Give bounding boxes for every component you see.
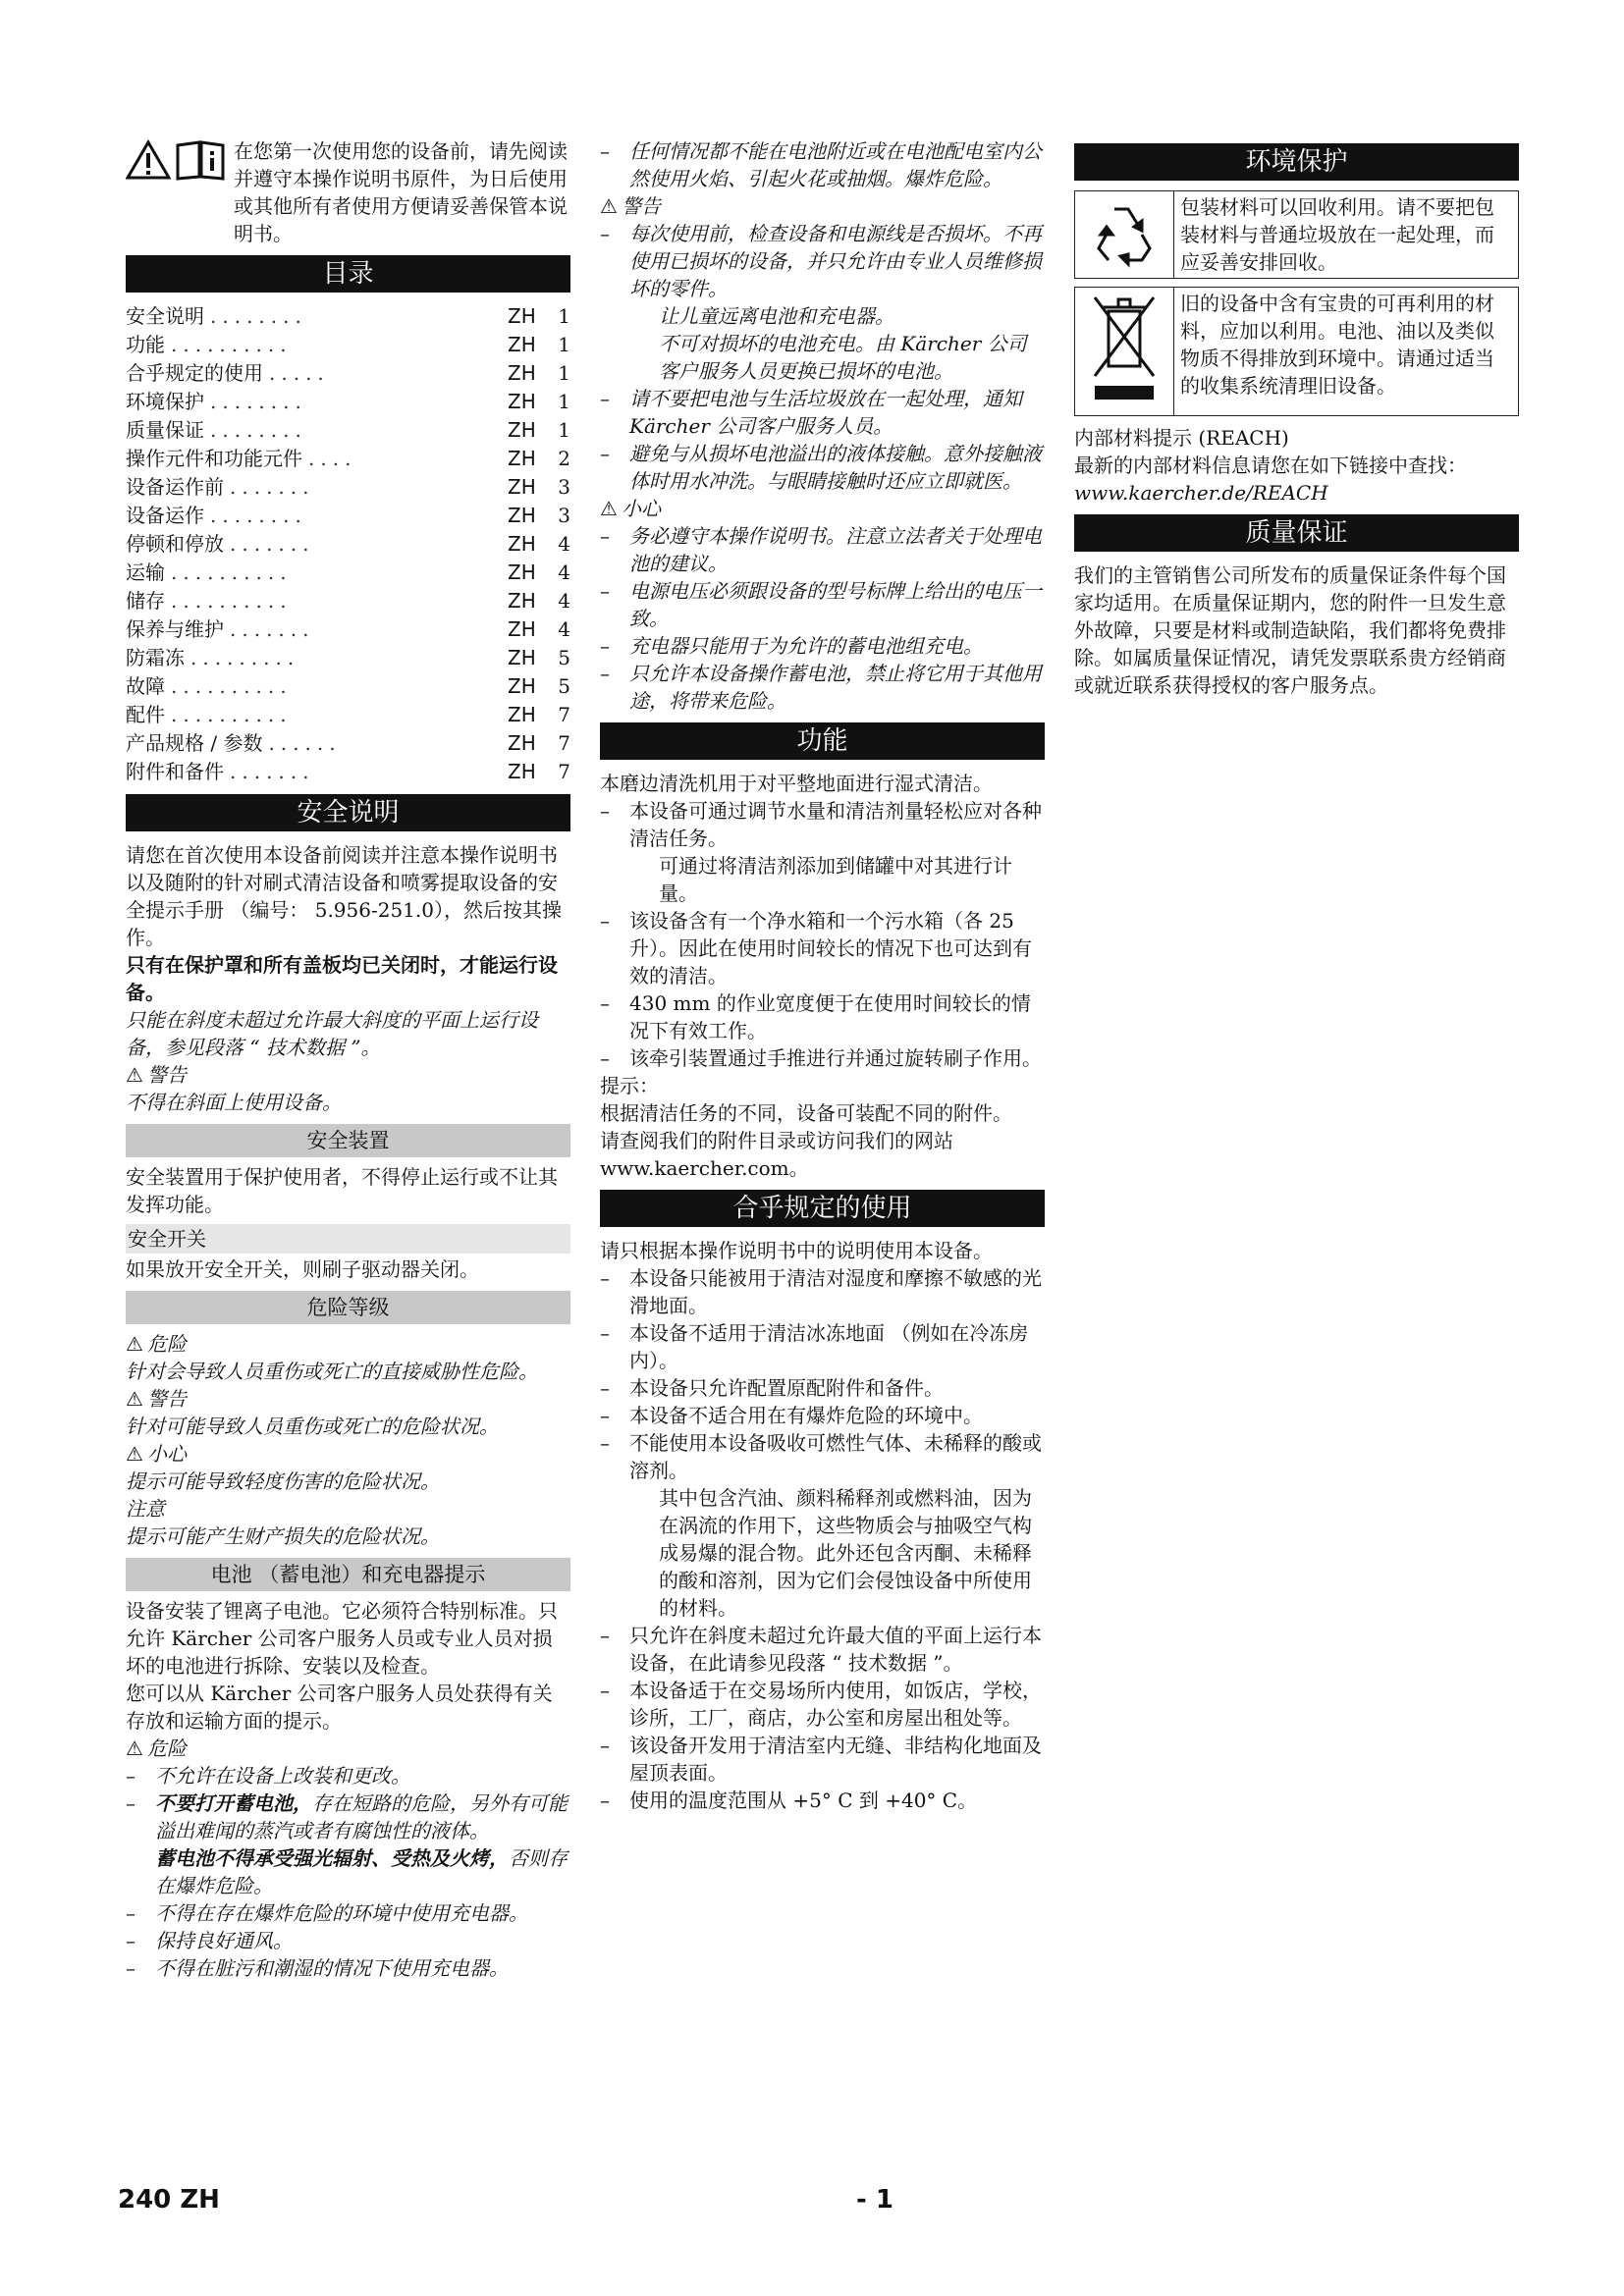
safety-title: 安全说明	[126, 794, 570, 831]
list-dash: –	[600, 524, 610, 548]
toc-item	[126, 331, 570, 359]
list-item	[126, 1954, 570, 1982]
function-text: 本磨边清洗机用于对平整地面进行湿式清洁。	[600, 772, 993, 795]
hazard-level-label: 警告	[147, 1387, 187, 1411]
safety-switch-title: 安全开关	[126, 1224, 570, 1254]
column-1	[126, 137, 570, 1982]
toc-item-dots: ..........	[171, 674, 293, 698]
hazard-level-heading	[126, 1440, 570, 1468]
safety-p2: 只有在保护罩和所有盖板均已关闭时，才能运行设备。	[126, 953, 558, 1004]
toc-item	[126, 502, 570, 530]
hazard-level-text: 针对可能导致人员重伤或死亡的危险状况。	[126, 1415, 499, 1438]
toc-item-page: 1	[558, 418, 570, 442]
list-line: 本设备不适合用在有爆炸危险的环境中。	[629, 1404, 983, 1427]
toc-item-page: 3	[558, 504, 570, 527]
toc-item-dots: .......	[230, 760, 315, 783]
list-dash: –	[600, 387, 610, 410]
list-dash: –	[600, 1404, 610, 1427]
toc-item-page: 1	[558, 333, 570, 356]
safety-devices-title: 安全装置	[126, 1124, 570, 1157]
list-item	[600, 1402, 1045, 1429]
list-item	[126, 1789, 570, 1899]
list-text	[629, 522, 1045, 577]
list-line: 该设备含有一个净水箱和一个污水箱（各 25 升）。因此在使用时间较长的情况下也可达到有效的清洁。	[629, 909, 1032, 988]
list-dash: –	[600, 442, 610, 465]
list-dash: –	[600, 1046, 610, 1070]
list-text	[629, 989, 1045, 1044]
list-line: 该牵引装置通过手推进行并通过旋转刷子作用。	[629, 1046, 1042, 1070]
toc-item-dots: .....	[269, 361, 330, 385]
list-dash: –	[126, 1956, 135, 1980]
list-item	[126, 1762, 570, 1789]
toc-item	[126, 530, 570, 559]
list-line: 本设备只能被用于清洁对湿度和摩擦不敏感的光滑地面。	[629, 1266, 1042, 1317]
safety-p3: 只能在斜度未超过允许最大斜度的平面上运行设备，参见段落 “ 技术数据 ”。	[126, 1008, 538, 1059]
toc-item-name: 配件	[126, 703, 165, 726]
list-item	[600, 440, 1045, 495]
list-item	[600, 1732, 1045, 1787]
caution-list	[600, 522, 1045, 715]
list-text	[629, 1374, 1045, 1402]
toc-item-page: 4	[558, 617, 570, 641]
toc-item	[126, 473, 570, 502]
toc-item-lang: ZH	[508, 475, 536, 499]
toc-item-dots: ........	[210, 390, 307, 413]
list-item	[126, 1927, 570, 1954]
list-line: 只允许在斜度未超过允许最大值的平面上运行本设备，在此请参见段落 “ 技术数据 ”。	[629, 1624, 1042, 1675]
toc-item	[126, 388, 570, 416]
quality-title: 质量保证	[1074, 514, 1519, 552]
list-item	[600, 1677, 1045, 1732]
list-item	[600, 632, 1045, 660]
toc-item-dots: ........	[210, 418, 307, 442]
safety-switch-text: 如果放开安全开关，则刷子驱动器关闭。	[126, 1257, 479, 1281]
list-text	[629, 660, 1045, 715]
use-list	[600, 1264, 1045, 1814]
environment-title: 环境保护	[1074, 143, 1519, 181]
toc-item-lang: ZH	[508, 532, 536, 556]
note-label: 提示：	[600, 1074, 659, 1097]
list-text	[629, 220, 1045, 385]
list-dash: –	[600, 1679, 610, 1702]
list-dash: –	[600, 1321, 610, 1345]
list-item	[600, 1319, 1045, 1374]
list-text	[629, 440, 1045, 495]
safety-p1: 请您在首次使用本设备前阅读并注意本操作说明书以及随附的针对刷式清洁设备和喷雾提取设备的安全提示手册 （编号： 5.956-251.0），然后按其操作。	[126, 843, 562, 949]
list-text	[155, 1789, 570, 1899]
toc-item-dots: .........	[190, 646, 300, 669]
list-dash: –	[600, 579, 610, 603]
warning-icon: ⚠	[600, 497, 618, 520]
toc-item-lang: ZH	[508, 390, 536, 413]
toc-item-name: 产品规格 / 参数	[126, 731, 263, 755]
toc-item-lang: ZH	[508, 561, 536, 584]
list-item	[600, 522, 1045, 577]
toc-item-dots: ....	[308, 447, 357, 470]
list-item	[600, 1374, 1045, 1402]
list-line: 务必遵守本操作说明书。注意立法者关于处理电池的建议。	[629, 524, 1042, 575]
intro-text: 在您第一次使用您的设备前，请先阅读并遵守本操作说明书原件，为日后使用或其他所有者使用方便请妥善保管本说明书。	[234, 139, 568, 245]
list-text	[629, 1264, 1045, 1319]
list-item	[126, 1899, 570, 1927]
toc-item-lang: ZH	[508, 304, 536, 328]
toc-item	[126, 729, 570, 758]
list-line: 本设备只允许配置原配附件和备件。	[629, 1376, 944, 1400]
note-p2: 请查阅我们的附件目录或访问我们的网站 www.kaercher.com。	[600, 1129, 953, 1180]
function-list	[600, 797, 1045, 1072]
list-line: 电源电压必须跟设备的型号标牌上给出的电压一致。	[629, 579, 1042, 630]
list-dash: –	[600, 1624, 610, 1647]
toc-item-lang: ZH	[508, 731, 536, 755]
toc-item-page: 1	[558, 361, 570, 385]
list-dash: –	[600, 1734, 610, 1757]
list-item	[600, 1622, 1045, 1677]
list-line: 该设备开发用于清洁室内无缝、非结构化地面及屋顶表面。	[629, 1734, 1042, 1785]
danger-heading: ⚠ 危险	[126, 1736, 187, 1760]
toc-item-name: 合乎规定的使用	[126, 361, 263, 385]
toc-item	[126, 672, 570, 701]
list-line: 本设备适于在交易场所内使用，如饭店，学校，诊所，工厂，商店，办公室和房屋出租处等。	[629, 1679, 1042, 1730]
list-item	[600, 1044, 1045, 1072]
list-text	[629, 1402, 1045, 1429]
danger-item-cont: – 任何情况都不能在电池附近或在电池配电室内公然使用火焰、引起火花或抽烟。爆炸危险。	[600, 139, 1042, 190]
toc-item-dots: .......	[230, 475, 315, 499]
warning-triangle-icon	[126, 139, 171, 181]
hazard-level-label: 注意	[126, 1497, 165, 1521]
intro-icons	[126, 139, 226, 181]
toc-item-lang: ZH	[508, 447, 536, 470]
list-text: 不得在存在爆炸危险的环境中使用充电器。	[155, 1901, 528, 1925]
list-item	[600, 797, 1045, 907]
battery-title: 电池 （蓄电池）和充电器提示	[126, 1558, 570, 1591]
list-item	[600, 907, 1045, 989]
note-p1: 根据清洁任务的不同，设备可装配不同的附件。	[600, 1101, 1012, 1125]
toc-item	[126, 615, 570, 644]
warning-heading: ⚠ 警告	[126, 1063, 187, 1087]
toc-item-dots: ..........	[171, 333, 293, 356]
list-item	[600, 385, 1045, 440]
list-bold: 蓄电池不得承受强光辐射、受热及火烤，	[155, 1846, 509, 1870]
toc-item-page: 2	[558, 447, 570, 470]
toc-item-dots: ........	[210, 304, 307, 328]
list-dash: –	[600, 1376, 610, 1400]
manual-book-icon	[175, 139, 226, 181]
warning-icon: ⚠	[126, 1387, 143, 1411]
toc-item-dots: .......	[230, 617, 315, 641]
warning-text: 不得在斜面上使用设备。	[126, 1091, 342, 1114]
function-title: 功能	[600, 722, 1045, 760]
env-text-2: 旧的设备中含有宝贵的可再利用的材料，应加以利用。电池、油以及类似物质不得排放到环境中。请通过适当的收集系统清理旧设备。	[1180, 292, 1494, 398]
list-line: 只允许本设备操作蓄电池，禁止将它用于其他用途，将带来危险。	[629, 662, 1042, 713]
safety-devices-text: 安全装置用于保护使用者，不得停止运行或不让其发挥功能。	[126, 1165, 558, 1216]
toc-item-dots: ..........	[171, 703, 293, 726]
toc-item-name: 储存	[126, 589, 165, 613]
list-dash: –	[600, 1431, 610, 1455]
list-text	[629, 907, 1045, 989]
toc-item-name: 防霜冻	[126, 646, 185, 669]
toc-item	[126, 416, 570, 445]
intro-note	[126, 137, 570, 247]
hazard-level-heading	[126, 1385, 570, 1413]
toc-item-lang: ZH	[508, 703, 536, 726]
list-line: 不能使用本设备吸收可燃性气体、未稀释的酸或溶剂。	[629, 1431, 1042, 1482]
list-text	[629, 385, 1045, 440]
hazard-levels	[126, 1330, 570, 1550]
list-text	[629, 1622, 1045, 1677]
list-text	[629, 577, 1045, 632]
hazard-level-label: 危险	[147, 1332, 187, 1356]
warning-icon: ⚠	[126, 1063, 143, 1087]
toc-item-name: 操作元件和功能元件	[126, 447, 302, 470]
toc-item	[126, 701, 570, 729]
battery-p2: 您可以从 Kärcher 公司客户服务人员处获得有关存放和运输方面的提示。	[126, 1682, 553, 1733]
toc-item-lang: ZH	[508, 333, 536, 356]
list-item	[600, 660, 1045, 715]
use-text: 请只根据本操作说明书中的说明使用本设备。	[600, 1239, 993, 1262]
list-dash: –	[600, 222, 610, 245]
toc-item	[126, 559, 570, 587]
list-text	[629, 632, 1045, 660]
toc-item-page: 5	[558, 674, 570, 698]
caution-heading: ⚠ 小心	[600, 497, 661, 520]
warning-heading-2: ⚠ 警告	[600, 194, 661, 218]
list-line: 可通过将清洁剂添加到储罐中对其进行计量。	[659, 854, 1012, 905]
toc-item-name: 运输	[126, 561, 165, 584]
list-line: 每次使用前，检查设备和电源线是否损坏。不再使用已损坏的设备，并只允许由专业人员维修损坏的零件。	[629, 222, 1042, 300]
list-dash: –	[600, 662, 610, 685]
env-text-1: 包装材料可以回收利用。请不要把包装材料与普通垃圾放在一起处理，而应妥善安排回收。	[1180, 195, 1494, 274]
toc-item-page: 1	[558, 390, 570, 413]
list-line: 让儿童远离电池和充电器。	[659, 304, 894, 328]
warning-icon: ⚠	[126, 1442, 143, 1466]
list-line: 使用的温度范围从 +5° C 到 +40° C。	[629, 1789, 978, 1812]
hazard-levels-title: 危险等级	[126, 1291, 570, 1324]
list-dash: –	[126, 1901, 135, 1925]
column-2	[600, 137, 1045, 1814]
toc-item-lang: ZH	[508, 617, 536, 641]
list-item	[600, 1264, 1045, 1319]
toc-item-lang: ZH	[508, 646, 536, 669]
list-line: 430 mm 的作业宽度便于在使用时间较长的情况下有效工作。	[629, 991, 1031, 1042]
hazard-level-text: 针对会导致人员重伤或死亡的直接威胁性危险。	[126, 1360, 538, 1383]
toc-item-page: 3	[558, 475, 570, 499]
toc-item-name: 故障	[126, 674, 165, 698]
toc-item	[126, 359, 570, 388]
toc-item-page: 1	[558, 304, 570, 328]
reach-text: 最新的内部材料信息请您在如下链接中查找：	[1074, 454, 1467, 477]
list-item	[600, 577, 1045, 632]
list-bold: 不要打开蓄电池，	[155, 1791, 312, 1815]
toc-title: 目录	[126, 255, 570, 293]
list-line: 避免与从损坏电池溢出的液体接触。意外接触液体时用水冲洗。与眼睛接触时还应立即就医。	[629, 442, 1042, 493]
toc-item-name: 功能	[126, 333, 165, 356]
battery-p1: 设备安装了锂离子电池。它必须符合特别标准。只允许 Kärcher 公司客户服务人员或专业人员对损坏的电池进行拆除、安装以及检查。	[126, 1599, 558, 1678]
toc-item-name: 质量保证	[126, 418, 204, 442]
toc-item-page: 4	[558, 589, 570, 613]
toc-item	[126, 758, 570, 786]
column-3	[1074, 143, 1519, 699]
toc-item-dots: ........	[210, 504, 307, 527]
list-text	[629, 1732, 1045, 1787]
quality-text: 我们的主管销售公司所发布的质量保证条件每个国家均适用。在质量保证期内，您的附件一旦发生意外故障，只要是材料或制造缺陷，我们都将免费排除。如属质量保证情况，请凭发票联系贵方经销商或就近联系获得授权的客户服务点。	[1074, 563, 1506, 697]
list-item	[600, 989, 1045, 1044]
warning-icon: ⚠	[126, 1332, 143, 1356]
list-text	[629, 1677, 1045, 1732]
list-text	[629, 797, 1045, 907]
toc-item-name: 设备运作前	[126, 475, 224, 499]
hazard-level-text: 提示可能产生财产损失的危险状况。	[126, 1524, 440, 1548]
toc-list	[126, 302, 570, 786]
footer-page-number: - 1	[856, 2185, 893, 2215]
danger-list	[126, 1762, 570, 1982]
list-text: 不得在脏污和潮湿的情况下使用充电器。	[155, 1956, 509, 1980]
toc-item-lang: ZH	[508, 760, 536, 783]
list-rest: 存在短路的危险，另外有可能溢出难闻的蒸汽或者有腐蚀性的液体。	[155, 1791, 568, 1842]
list-text: 不允许在设备上改装和更改。	[155, 1764, 410, 1788]
list-dash: –	[600, 1789, 610, 1812]
list-text	[629, 1787, 1045, 1814]
toc-item-dots: ......	[268, 731, 342, 755]
toc-item-lang: ZH	[508, 674, 536, 698]
list-item	[600, 220, 1045, 385]
toc-item-dots: ..........	[171, 589, 293, 613]
toc-item-name: 安全说明	[126, 304, 204, 328]
toc-item-name: 附件和备件	[126, 760, 224, 783]
hazard-level-heading	[126, 1495, 570, 1522]
toc-item-name: 设备运作	[126, 504, 204, 527]
list-dash: –	[600, 991, 610, 1015]
warning-icon: ⚠	[600, 194, 618, 218]
toc-item-name: 环境保护	[126, 390, 204, 413]
list-dash: –	[126, 1764, 135, 1788]
list-text	[629, 1044, 1045, 1072]
toc-item	[126, 445, 570, 473]
toc-item-name: 保养与维护	[126, 617, 224, 641]
list-dash: –	[600, 909, 610, 933]
toc-item-lang: ZH	[508, 361, 536, 385]
list-item	[600, 1787, 1045, 1814]
list-line: 其中包含汽油、颜料稀释剂或燃料油，因为在涡流的作用下，这些物质会与抽吸空气构成易爆的混合物。此外还包含丙酮、未稀释的酸和溶剂，因为它们会侵蚀设备中所使用的材料。	[659, 1486, 1032, 1620]
list-dash: –	[600, 799, 610, 823]
list-text	[629, 1429, 1045, 1622]
hazard-level-label: 小心	[147, 1442, 187, 1466]
env-row-bin	[1074, 287, 1519, 416]
reach-label: 内部材料提示 (REACH)	[1074, 426, 1289, 450]
footer-page-code: 240 ZH	[118, 2185, 220, 2215]
toc-item-dots: .......	[230, 532, 315, 556]
toc-item-lang: ZH	[508, 504, 536, 527]
toc-item-page: 4	[558, 532, 570, 556]
recycle-icon	[1075, 191, 1174, 278]
list-line: 本设备不适用于清洁冰冻地面 （例如在冷冻房内）。	[629, 1321, 1029, 1372]
toc-item-page: 7	[558, 731, 570, 755]
hazard-level-text: 提示可能导致轻度伤害的危险状况。	[126, 1469, 440, 1493]
list-text: 保持良好通风。	[155, 1929, 293, 1952]
toc-item-page: 4	[558, 561, 570, 584]
warning-icon: ⚠	[126, 1736, 143, 1760]
list-rest: 否则存在爆炸危险。	[155, 1846, 568, 1897]
use-title: 合乎规定的使用	[600, 1190, 1045, 1227]
reach-url[interactable]: www.kaercher.de/REACH	[1074, 481, 1328, 505]
toc-item-page: 5	[558, 646, 570, 669]
list-line: 不可对损坏的电池充电。由 Kärcher 公司客户服务人员更换已损坏的电池。	[659, 332, 1027, 383]
toc-item	[126, 644, 570, 672]
toc-item	[126, 302, 570, 331]
toc-item-name: 停顿和停放	[126, 532, 224, 556]
list-dash: –	[126, 1929, 135, 1952]
toc-item	[126, 587, 570, 615]
list-line: 请不要把电池与生活垃圾放在一起处理，通知 Kärcher 公司客户服务人员。	[629, 387, 1022, 438]
toc-item-page: 7	[558, 703, 570, 726]
list-line: 充电器只能用于为允许的蓄电池组充电。	[629, 634, 983, 658]
hazard-level-heading	[126, 1330, 570, 1358]
toc-item-lang: ZH	[508, 589, 536, 613]
list-dash: –	[600, 634, 610, 658]
env-row-recycle	[1074, 190, 1519, 279]
list-text	[629, 1319, 1045, 1374]
list-extra	[155, 1844, 570, 1899]
warning-list	[600, 220, 1045, 495]
list-dash: –	[600, 1266, 610, 1290]
list-line: 本设备可通过调节水量和清洁剂量轻松应对各种清洁任务。	[629, 799, 1042, 850]
list-item	[600, 1429, 1045, 1622]
toc-item-dots: ..........	[171, 561, 293, 584]
list-dash: –	[126, 1791, 135, 1815]
crossed-bin-icon	[1075, 288, 1174, 415]
toc-item-page: 7	[558, 760, 570, 783]
toc-item-lang: ZH	[508, 418, 536, 442]
